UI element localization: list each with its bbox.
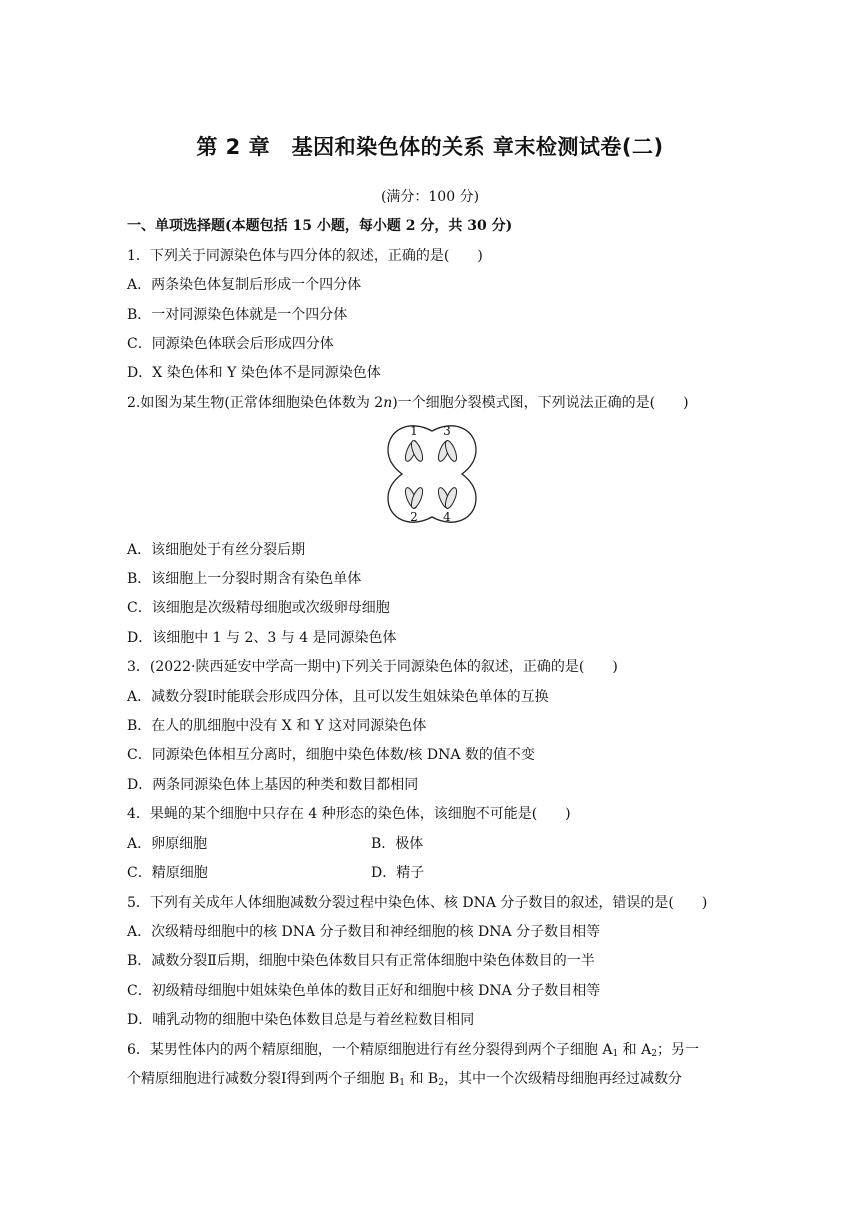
question-3-stem: 3．(2022·陕西延安中学高一期中)下列关于同源染色体的叙述，正确的是( ) bbox=[127, 659, 618, 675]
question-3-option-c: C．同源染色体相互分离时，细胞中染色体数/核 DNA 数的值不变 bbox=[127, 747, 535, 763]
question-2-option-a: A．该细胞处于有丝分裂后期 bbox=[127, 542, 306, 558]
question-4-options-row-1 bbox=[127, 835, 424, 853]
question-1-stem: 1．下列关于同源染色体与四分体的叙述，正确的是( ) bbox=[127, 248, 483, 264]
cell-division-diagram bbox=[386, 421, 478, 527]
question-1-option-b: B．一对同源染色体就是一个四分体 bbox=[127, 307, 348, 323]
question-1-option-d: D．X 染色体和 Y 染色体不是同源染色体 bbox=[127, 365, 381, 381]
label-3: 3 bbox=[443, 424, 451, 438]
question-5-option-a: A．次级精母细胞中的核 DNA 分子数目和神经细胞的核 DNA 分子数目相等 bbox=[127, 924, 601, 940]
section-heading: 一、单项选择题(本题包括 15 小题，每小题 2 分，共 30 分) bbox=[127, 218, 513, 234]
question-5-option-d: D．哺乳动物的细胞中染色体数目总是与着丝粒数目相同 bbox=[127, 1012, 475, 1028]
question-4-option-a: A．卵原细胞 bbox=[127, 836, 208, 852]
question-4-option-d: D．精子 bbox=[371, 865, 425, 881]
question-4-option-c: C．精原细胞 bbox=[127, 865, 208, 881]
question-2-option-b: B．该细胞上一分裂时期含有染色单体 bbox=[127, 571, 362, 587]
chromosome-3 bbox=[436, 439, 459, 462]
question-2-stem: 2.如图为某生物(正常体细胞染色体数为 2n)一个细胞分裂模式图，下列说法正确的是( ) bbox=[127, 395, 689, 411]
full-score: (满分：100 分) bbox=[380, 189, 480, 205]
label-4: 4 bbox=[443, 510, 451, 524]
question-3-option-d: D．两条同源染色体上基因的种类和数目都相同 bbox=[127, 777, 419, 793]
question-4-option-b: B．极体 bbox=[371, 836, 424, 852]
chromosome-1 bbox=[403, 439, 425, 462]
question-5-stem: 5．下列有关成年人体细胞减数分裂过程中染色体、核 DNA 分子数目的叙述，错误的是( ) bbox=[127, 895, 708, 911]
question-2-option-d: D．该细胞中 1 与 2、3 与 4 是同源染色体 bbox=[127, 630, 397, 646]
page-title: 第 2 章 基因和染色体的关系 章末检测试卷(二) bbox=[196, 135, 664, 159]
label-2: 2 bbox=[410, 510, 418, 524]
label-1: 1 bbox=[410, 424, 418, 438]
question-1-option-c: C．同源染色体联会后形成四分体 bbox=[127, 336, 334, 352]
question-6-stem-line-1: 6．某男性体内的两个精原细胞，一个精原细胞进行有丝分裂得到两个子细胞 $A_1$ 和 $A_2$；另一 bbox=[127, 1042, 699, 1059]
question-2-option-c: C．该细胞是次级精母细胞或次级卵母细胞 bbox=[127, 600, 390, 616]
chromosome-4 bbox=[436, 486, 459, 509]
question-3-option-a: A．减数分裂Ⅰ时能联会形成四分体，且可以发生姐妹染色单体的互换 bbox=[127, 689, 549, 705]
question-4-options-row-2 bbox=[127, 864, 425, 882]
question-3-option-b: B．在人的肌细胞中没有 X 和 Y 这对同源染色体 bbox=[127, 718, 427, 734]
cell-membrane bbox=[388, 426, 476, 522]
question-5-option-b: B．减数分裂Ⅱ后期，细胞中染色体数目只有正常体细胞中染色体数目的一半 bbox=[127, 953, 595, 969]
chromosome-2 bbox=[403, 486, 425, 509]
question-5-option-c: C．初级精母细胞中姐妹染色单体的数目正好和细胞中核 DNA 分子数目相等 bbox=[127, 983, 601, 999]
question-1-option-a: A．两条染色体复制后形成一个四分体 bbox=[127, 277, 362, 293]
question-4-stem: 4．果蝇的某个细胞中只存在 4 种形态的染色体，该细胞不可能是( ) bbox=[127, 806, 571, 822]
question-6-stem-line-2: 个精原细胞进行减数分裂Ⅰ得到两个子细胞 $B_1$ 和 $B_2$，其中一个次级精母细胞再经过减数分 bbox=[127, 1071, 682, 1088]
